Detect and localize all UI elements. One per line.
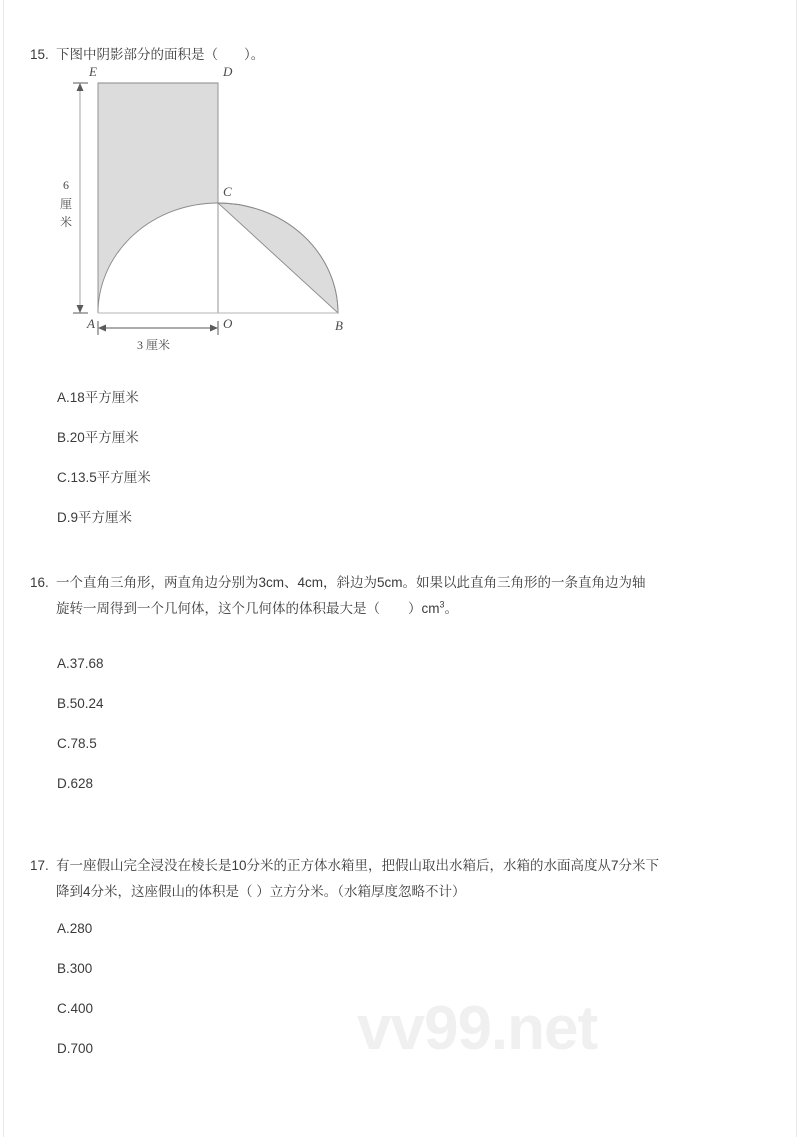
option-item[interactable]: A.18平方厘米 [57,390,139,405]
vertical-dimension-value: 6 [63,178,69,192]
horizontal-dimension-arrow-right [210,325,218,332]
page-edge-line-left [3,0,4,1137]
option-item[interactable]: B.300 [57,961,93,976]
question-15-text-pre: 下图中阴影部分的面积是（ [56,47,218,62]
question-15-number: 15. [30,47,49,62]
site-watermark: vv99.net [357,994,598,1063]
option-item[interactable]: C.13.5平方厘米 [57,470,151,485]
vertex-label-E: E [89,66,97,79]
question-16-line2-mid: ）cm [408,601,440,616]
question-15-options [30,370,775,538]
vertex-label-C: C [223,184,232,199]
question-17-text [56,853,775,905]
question-17-number: 17. [30,858,49,873]
question-15-text-post: ）。 [244,47,265,62]
question-16-stem [30,570,775,622]
question-16-exponent: 3 [439,599,445,610]
vertex-label-D: D [223,66,233,79]
vertical-dimension-arrow-top [77,83,84,91]
vertical-dimension-arrow-bottom [77,305,84,313]
option-item[interactable]: B.50.24 [57,696,104,711]
vertex-label-A: A [87,316,95,331]
question-16-number: 16. [30,575,49,590]
horizontal-dimension-value: 3 [137,338,143,352]
question-17-stem [30,853,775,905]
question-16-line2 [56,596,775,622]
question-16-line2-pre: 旋转一周得到一个几何体，这个几何体的体积最大是（ [56,601,380,616]
option-item[interactable]: A.280 [57,921,93,936]
shaded-circular-segment [218,203,338,313]
page-edge-line-right [796,0,797,1137]
question-17-line2: 降到4分米，这座假山的体积是（ ）立方分米。（水箱厚度忽略不计） [56,884,466,899]
vertical-dimension-unit-char2: 米 [59,215,73,229]
option-item[interactable]: D.700 [57,1041,94,1056]
horizontal-dimension-unit: 厘米 [146,338,171,352]
option-item[interactable]: B.20平方厘米 [57,430,139,445]
question-16-line2-post: 。 [444,601,459,616]
question-15-stem [30,42,775,68]
question-15 [30,42,775,68]
question-15-text [56,42,775,68]
option-item[interactable]: D.628 [57,776,94,791]
shaded-area-geometry-figure [55,66,365,356]
question-16-text [56,570,775,622]
shaded-rectangle-region [98,83,218,313]
option-item[interactable]: A.37.68 [57,656,104,671]
option-item[interactable]: C.400 [57,1001,94,1016]
horizontal-dimension-arrow-left [98,325,106,332]
vertex-label-O: O [223,316,233,331]
vertex-label-B: B [335,318,343,333]
question-17-line1: 有一座假山完全浸没在棱长是10分米的正方体水箱里，把假山取出水箱后，水箱的水面高度从7分米下 [56,858,660,873]
question-16-line1: 一个直角三角形，两直角边分别为3cm、4cm，斜边为5cm。如果以此直角三角形的一条直角边为轴 [56,575,646,590]
option-item[interactable]: D.9平方厘米 [57,510,133,525]
question-16 [30,570,775,804]
vertical-dimension-unit-char1: 厘 [59,197,73,211]
option-item[interactable]: C.78.5 [57,736,97,751]
